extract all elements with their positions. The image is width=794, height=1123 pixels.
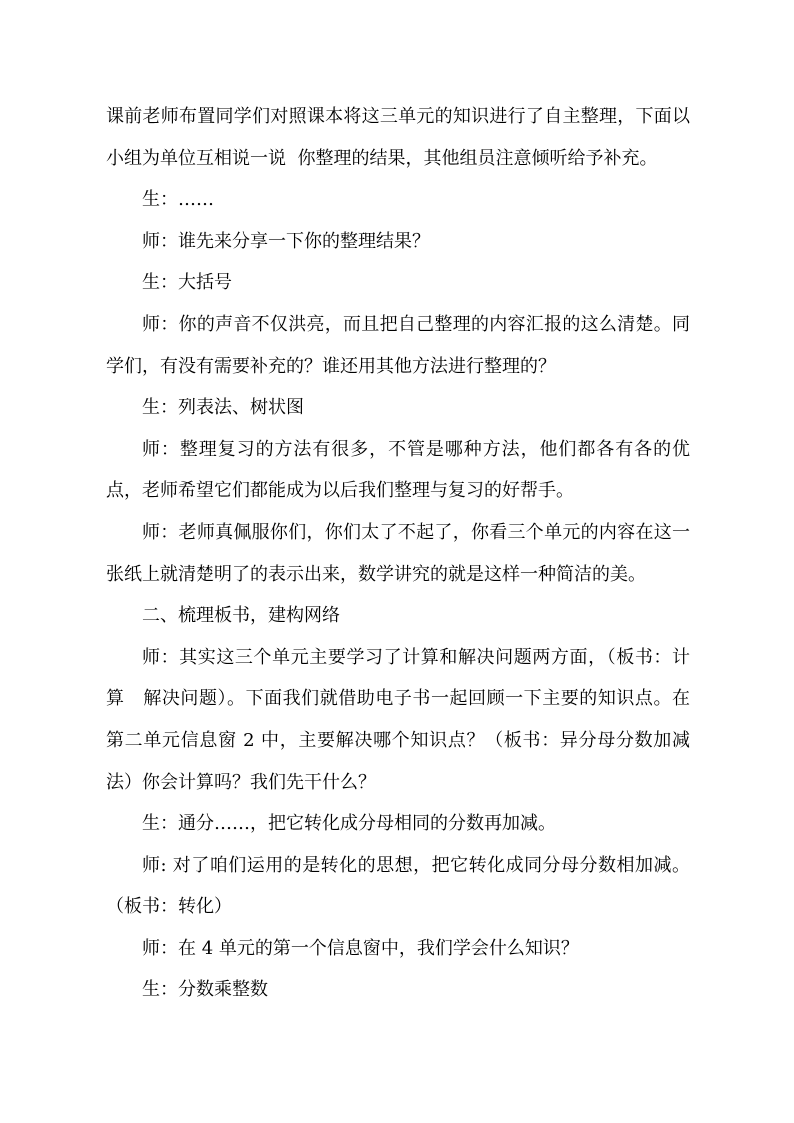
section-heading: 二、梳理板书，建构网络 — [142, 605, 340, 627]
paragraph-3: 师：谁先来分享一下你的整理结果？ — [142, 230, 430, 252]
paragraph-11: 生：通分……，把它转化成分母相同的分数再加减。 — [142, 813, 556, 835]
paragraph-14: 生：分数乘整数 — [142, 979, 268, 1001]
paragraph-10: 师：其实这三个单元主要学习了计算和解决问题两方面，（板书：计算 解决问题）。下面我们就借助电子书一起回顾一下主要的知识点。在第二单元信息窗 2 中，主要解决哪个知识点？（板书：异分母分数加减法）你会计算吗？我们先干什么？ — [106, 646, 690, 793]
paragraph-12: 师: 对了咱们运用的是转化的思想，把它转化成同分母分数相加减。（板书：转化） — [106, 854, 690, 918]
paragraph-5: 师：你的声音不仅洪亮，而且把自己整理的内容汇报的这么清楚。同学们，有没有需要补充的？谁还用其他方法进行整理的？ — [106, 313, 690, 377]
paragraph-2: 生：…… — [142, 189, 214, 211]
paragraph-13: 师：在 4 单元的第一个信息窗中，我们学会什么知识？ — [142, 937, 579, 959]
paragraph-6: 生：列表法、树状图 — [142, 397, 304, 419]
paragraph-8: 师：老师真佩服你们，你们太了不起了，你看三个单元的内容在这一张纸上就清楚明了的表示出来，数学讲究的就是这样一种简洁的美。 — [106, 521, 690, 585]
paragraph-1: 课前老师布置同学们对照课本将这三单元的知识进行了自主整理，下面以小组为单位互相说一说 你整理的结果，其他组员注意倾听给予补充。 — [106, 106, 690, 169]
document-body — [106, 96, 690, 1011]
paragraph-4: 生：大括号 — [142, 272, 232, 294]
paragraph-7: 师：整理复习的方法有很多，不管是哪种方法，他们都各有各的优点，老师希望它们都能成为以后我们整理与复习的好帮手。 — [106, 438, 690, 502]
